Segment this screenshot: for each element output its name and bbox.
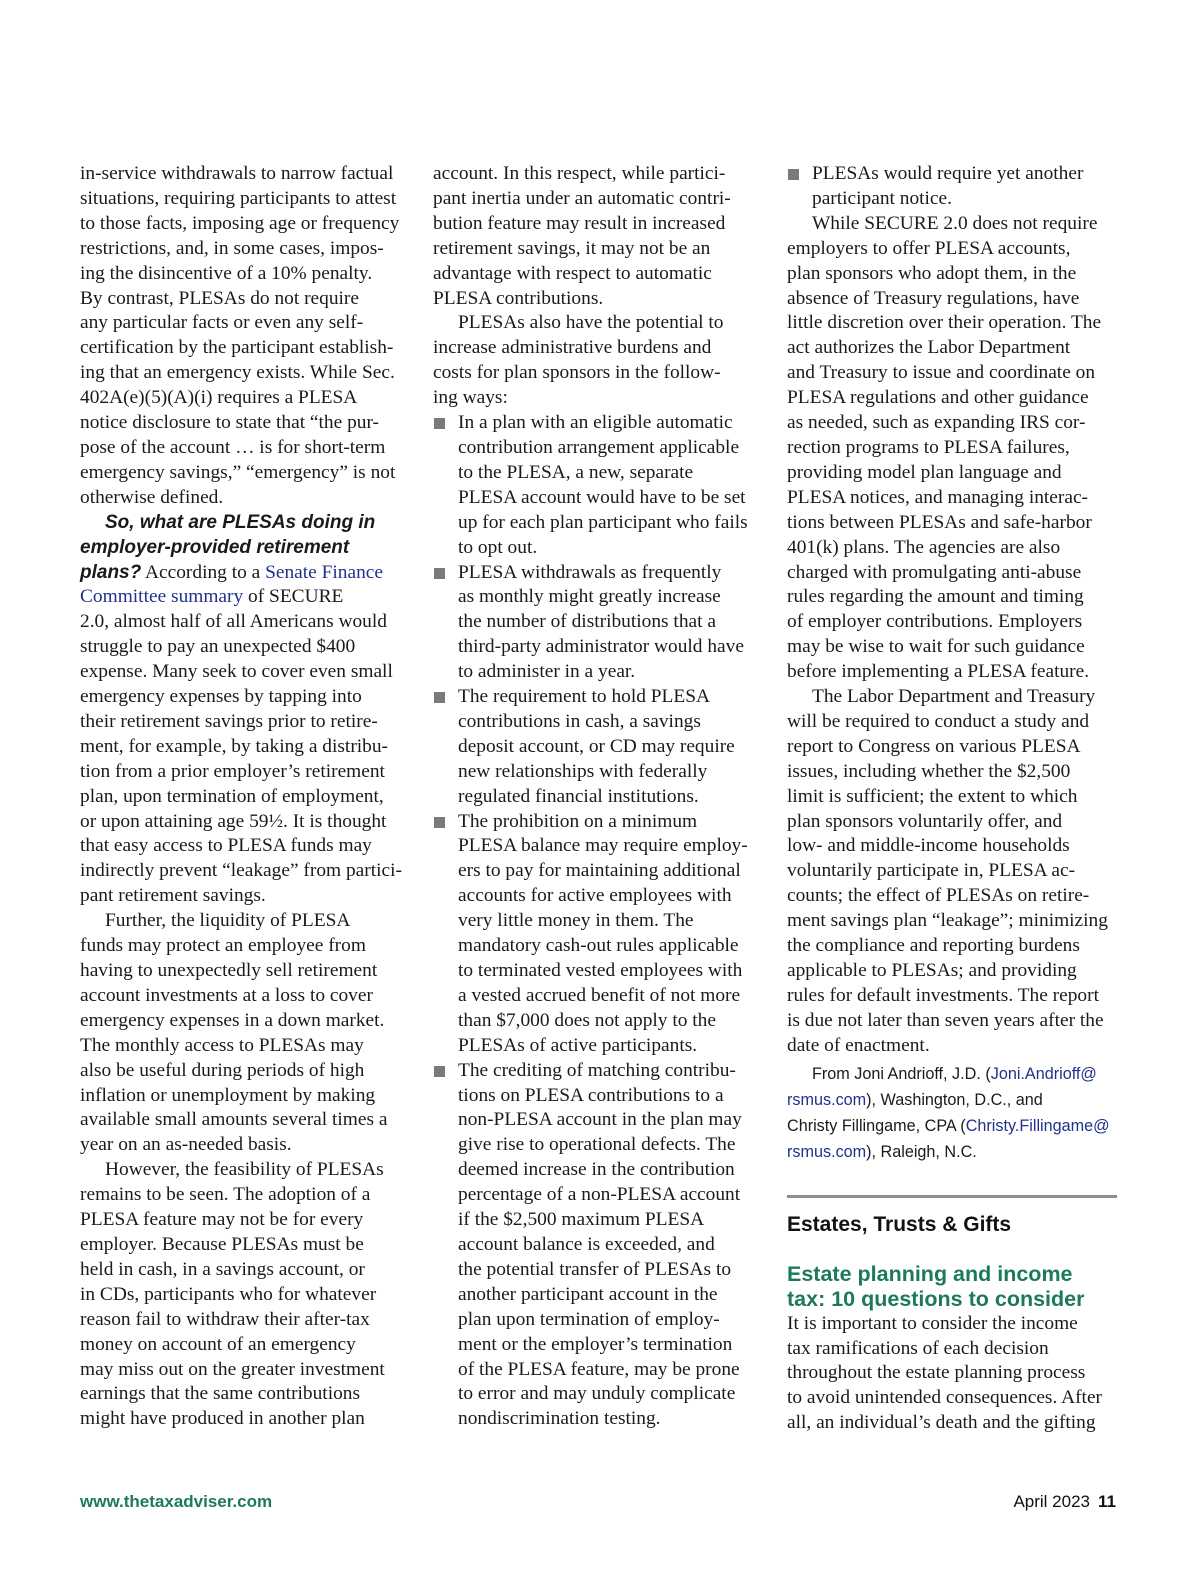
email-link-christy[interactable]: Christy.Fillingame@ rsmus.com (787, 1116, 1110, 1161)
list-item (433, 411, 763, 560)
section-heading: Estates, Trusts & Gifts (787, 1212, 1012, 1236)
email-link-joni[interactable]: Joni.Andrioff@ rsmus.com (787, 1064, 1097, 1109)
list-item-text: In a plan with an eligible automatic contribution arrangement applicable to the PLESA, a new, separate PLESA account would have to be set up for each plan participant who fails to opt out. (458, 412, 748, 558)
senate-finance-summary-link[interactable]: Senate Finance Committee summary (80, 561, 384, 608)
bullet-list (787, 162, 1117, 212)
paragraph: The Labor Department and Treasury will be required to conduct a study and report to Congress on various PLESA issues, including whether the $2,500 limit is sufficient; the extent to which plan sponsors voluntarily offer, and low- and middle-income households voluntarily participate in, PLESA ac- counts; the effect of PLESAs on retire- ment savings plan “leakage”; minimizing the compliance and reporting burdens applicable to PLESAs; and providing rules for default investments. The report is due not later than seven years after the date of enactment. (787, 686, 1108, 1056)
byline-text: ), Raleigh, N.C. (866, 1142, 977, 1161)
paragraph-text: According to a (141, 561, 266, 583)
list-item (433, 1059, 763, 1433)
list-item-text: PLESA withdrawals as frequently as monthly might greatly increase the number of distributions that a third-party administrator would have to administer in a year. (458, 561, 744, 683)
footer-issue (1013, 1492, 1116, 1512)
paragraph: Further, the liquidity of PLESA funds may protect an employee from having to unexpectedly sell retirement account investments at a loss to cover emergency expenses in a down market. The monthly access to PLESAs may also be useful during periods of high inflation or unemployment by making available small amounts several times a year on an as-needed basis. (80, 910, 388, 1156)
list-item (433, 810, 763, 1059)
square-bullet-icon (434, 817, 445, 828)
paragraph: However, the feasibility of PLESAs remains to be seen. The adoption of a PLESA feature may not be for every employer. Because PLESAs must be held in cash, in a savings account, or in CDs, participants who for whatever reason fail to withdraw their after-tax money on account of an emergency may miss out on the greater investment earnings that the same contributions might have produced in another plan (80, 1159, 385, 1430)
footer-website: www.thetaxadviser.com (80, 1492, 273, 1511)
list-item (433, 561, 763, 686)
paragraph-lead: So, what are PLESAs doing in employer-provided retirement plans? (80, 511, 376, 583)
list-item-text: The requirement to hold PLESA contributions in cash, a savings deposit account, or CD may require new relationships with federally regulated financial institutions. (458, 686, 735, 807)
paragraph: It is important to consider the income tax ramifications of each decision throughout the estate planning process to avoid unintended consequences. After all, an individual’s death and the gifting (787, 1312, 1103, 1434)
paragraph: account. In this respect, while partici- pant inertia under an automatic contri- bution feature may result in increased retirement savings, it may not be an advantage with respect to automatic PLESA contributions. (433, 163, 731, 309)
paragraph-text: of SECURE 2.0, almost half of all Americans would struggle to pay an unexpected $400 expense. Many seek to cover even small emergency expenses by tapping into their retirement savings prior to retire- ment, for example, by taking a distribu- tion from a prior employer’s retirement plan, upon termination of employment, or upon attaining age 59½. It is thought that easy access to PLESA funds may indirectly prevent “leakage” from partici- pant retirement savings. (80, 586, 402, 907)
square-bullet-icon (788, 169, 799, 180)
square-bullet-icon (434, 568, 445, 579)
paragraph: in-service withdrawals to narrow factual situations, requiring participants to attest to those facts, imposing age or frequency restrictions, and, in some cases, impos- ing the disincentive of a 10% penalty. By contrast, PLESAs do not require any particular facts or even any self- certification by the participant establish- ing that an emergency exists. While Sec. 402A(e)(5)(A)(i) requires a PLESA notice disclosure to state that “the pur- pose of the account … is for short-term emergency savings,” “emergency” is not otherwise defined. (80, 163, 400, 508)
paragraph: PLESAs also have the potential to increase administrative burdens and costs for plan sponsors in the follow- ing ways: (433, 312, 724, 409)
list-item-text: PLESAs would require yet another participant notice. (812, 163, 1084, 209)
list-item-text: The prohibition on a minimum PLESA balance may require employ- ers to pay for maintaining additional accounts for active employees with very little money in them. The mandatory cash-out rules applicable to terminated vested employees with a vested accrued benefit of not more than $7,000 does not apply to the PLESAs of active participants. (458, 810, 748, 1056)
list-item (433, 685, 763, 810)
list-item-text: The crediting of matching contribu- tions on PLESA contributions to a non-PLESA account in the plan may give rise to operational defects. The deemed increase in the contribution percentage of a non-PLESA account if the $2,500 maximum PLESA account balance is exceeded, and the potential transfer of PLESAs to another participant account in the plan upon termination of employ- ment or the employer’s termination of the PLESA feature, may be prone to error and may unduly complicate nondiscrimination testing. (458, 1059, 742, 1430)
square-bullet-icon (434, 418, 445, 429)
byline-text: From Joni Andrioff, J.D. ( (812, 1064, 991, 1083)
column-3 (787, 162, 1117, 1436)
square-bullet-icon (434, 1066, 445, 1077)
column-1 (80, 162, 410, 1432)
author-byline (787, 1061, 1117, 1165)
list-item (787, 162, 1117, 212)
column-2 (433, 162, 763, 1432)
page-number: 11 (1098, 1492, 1116, 1511)
paragraph: While SECURE 2.0 does not require employers to offer PLESA accounts, plan sponsors who adopt them, in the absence of Treasury regulations, have little discretion over their operation. The act authorizes the Labor Department and Treasury to issue and coordinate on PLESA regulations and other guidance as needed, such as expanding IRS cor- rection programs to PLESA failures, providing model plan language and PLESA notices, and managing interac- tions between PLESAs and safe-harbor 401(k) plans. The agencies are also charged with promulgating anti-abuse rules regarding the amount and timing of employer contributions. Employers may be wise to wait for such guidance before implementing a PLESA feature. (787, 212, 1102, 683)
bullet-list (433, 411, 763, 1432)
section-divider (787, 1195, 1117, 1198)
paragraph (80, 511, 410, 910)
article-title: Estate planning and income tax: 10 questions to consider (787, 1261, 1085, 1311)
byline-text: ), Washington, D.C., and Christy Fillingame, CPA ( (787, 1090, 1043, 1135)
square-bullet-icon (434, 692, 445, 703)
footer-date: April 2023 (1013, 1492, 1091, 1511)
